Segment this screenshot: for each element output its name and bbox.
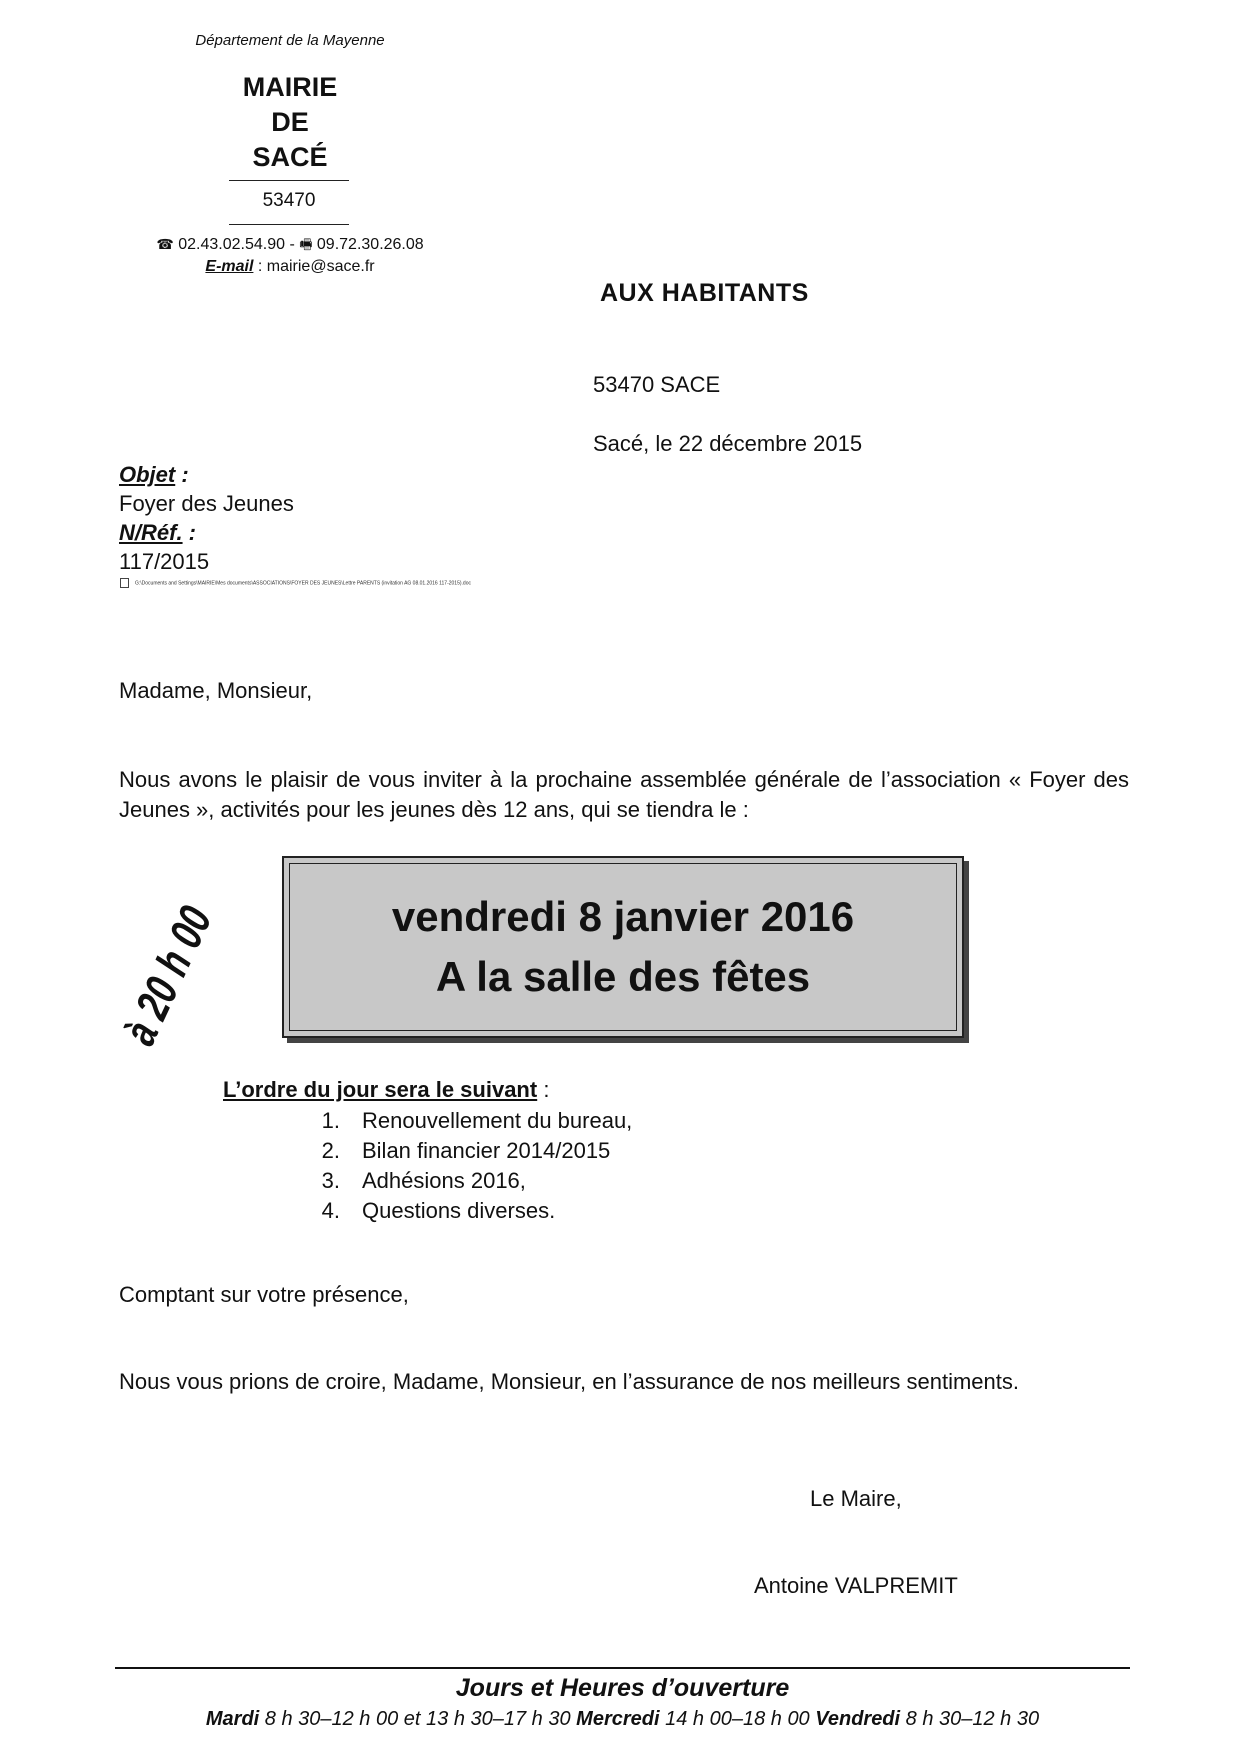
signature-name: Antoine VALPREMIT bbox=[754, 1573, 958, 1598]
list-item bbox=[290, 1166, 632, 1196]
footer-day: Vendredi bbox=[815, 1708, 901, 1730]
recipient-city: 53470 SACE bbox=[593, 372, 721, 397]
objet-colon: : bbox=[175, 462, 189, 487]
email-label: E-mail bbox=[205, 258, 254, 275]
objet-heading bbox=[119, 460, 294, 489]
fax-number: 09.72.30.26.08 bbox=[316, 236, 424, 253]
list-item-text: Questions diverses. bbox=[362, 1198, 556, 1223]
list-item-text: Renouvellement du bureau, bbox=[362, 1108, 633, 1133]
footer-hours bbox=[115, 1708, 1130, 1731]
header-divider-bottom bbox=[229, 224, 349, 225]
agenda-heading-suffix: : bbox=[537, 1077, 550, 1102]
file-path: G:\Documents and Settings\MAIRIE\Mes documents\ASSOCIATIONS\FOYER DES JEUNES\Lettre PARENTS (invitation AG 08.01.2016 117-2015).doc bbox=[135, 580, 471, 587]
ref-heading bbox=[119, 518, 294, 547]
list-item-number: 1. bbox=[321, 1108, 340, 1133]
mairie-line: MAIRIE bbox=[242, 72, 338, 102]
letter-date: Sacé, le 22 décembre 2015 bbox=[593, 431, 863, 456]
mairie-line: DE bbox=[271, 107, 309, 137]
footer-title: Jours et Heures d’ouverture bbox=[455, 1674, 790, 1702]
fax-icon: 🖷 bbox=[299, 236, 313, 252]
list-item bbox=[290, 1136, 632, 1166]
objet-label: Objet bbox=[119, 462, 176, 487]
list-item bbox=[290, 1196, 632, 1226]
phone-number: 02.43.02.54.90 bbox=[178, 236, 285, 253]
header-postcode: 53470 bbox=[262, 190, 316, 211]
footer-day: Mercredi bbox=[576, 1708, 660, 1730]
event-date: vendredi 8 janvier 2016 bbox=[391, 893, 855, 940]
footer-divider bbox=[115, 1667, 1130, 1669]
mairie-line: SACÉ bbox=[252, 142, 328, 172]
list-item-text: Bilan financier 2014/2015 bbox=[362, 1138, 611, 1163]
header-divider-top bbox=[229, 180, 349, 181]
email-address[interactable]: mairie@sace.fr bbox=[266, 258, 375, 275]
ref-colon: : bbox=[182, 520, 197, 545]
contact-line bbox=[120, 234, 460, 258]
email-separator: : bbox=[253, 258, 267, 275]
document-icon bbox=[120, 578, 129, 588]
footer-day: Mardi bbox=[205, 1708, 260, 1730]
footer-hours-text: 8 h 30–12 h 00 et 13 h 30–17 h 30 bbox=[259, 1708, 577, 1730]
department-name: Département de la Mayenne bbox=[195, 32, 385, 49]
agenda-list bbox=[290, 1106, 632, 1226]
list-item-text: Adhésions 2016, bbox=[362, 1168, 526, 1193]
contact-separator: - bbox=[289, 236, 295, 253]
event-time: à 20 h 00 bbox=[112, 898, 222, 1053]
list-item-number: 2. bbox=[321, 1138, 340, 1163]
signature-title: Le Maire, bbox=[810, 1486, 902, 1511]
footer-hours-text: 14 h 00–18 h 00 bbox=[659, 1708, 816, 1730]
file-path-line bbox=[120, 578, 471, 588]
ref-value: 117/2015 bbox=[119, 549, 210, 574]
greeting: Madame, Monsieur, bbox=[119, 678, 313, 703]
recipient-name: AUX HABITANTS bbox=[600, 279, 809, 307]
mairie-title bbox=[215, 70, 365, 175]
intro-paragraph: Nous avons le plaisir de vous inviter à la prochaine assemblée générale de l’association « Foyer des Jeunes », activités pour les jeunes dès 12 ans, qui se tiendra le : bbox=[119, 767, 1129, 822]
event-place: A la salle des fêtes bbox=[435, 953, 811, 1000]
event-box bbox=[282, 856, 964, 1038]
list-item-number: 4. bbox=[321, 1198, 340, 1223]
reference-block bbox=[119, 460, 294, 576]
agenda-heading-text: L’ordre du jour sera le suivant bbox=[223, 1077, 538, 1102]
closing-line-2: Nous vous prions de croire, Madame, Monsieur, en l’assurance de nos meilleurs sentiments. bbox=[119, 1369, 1019, 1394]
footer-hours-text: 8 h 30–12 h 30 bbox=[900, 1708, 1040, 1730]
list-item bbox=[290, 1106, 632, 1136]
agenda-heading bbox=[223, 1077, 549, 1103]
list-item-number: 3. bbox=[321, 1168, 340, 1193]
phone-icon: ☎ bbox=[156, 236, 174, 252]
email-line bbox=[120, 258, 460, 276]
closing-line-1: Comptant sur votre présence, bbox=[119, 1282, 409, 1307]
objet-value: Foyer des Jeunes bbox=[119, 491, 294, 516]
ref-label: N/Réf. bbox=[119, 520, 183, 545]
